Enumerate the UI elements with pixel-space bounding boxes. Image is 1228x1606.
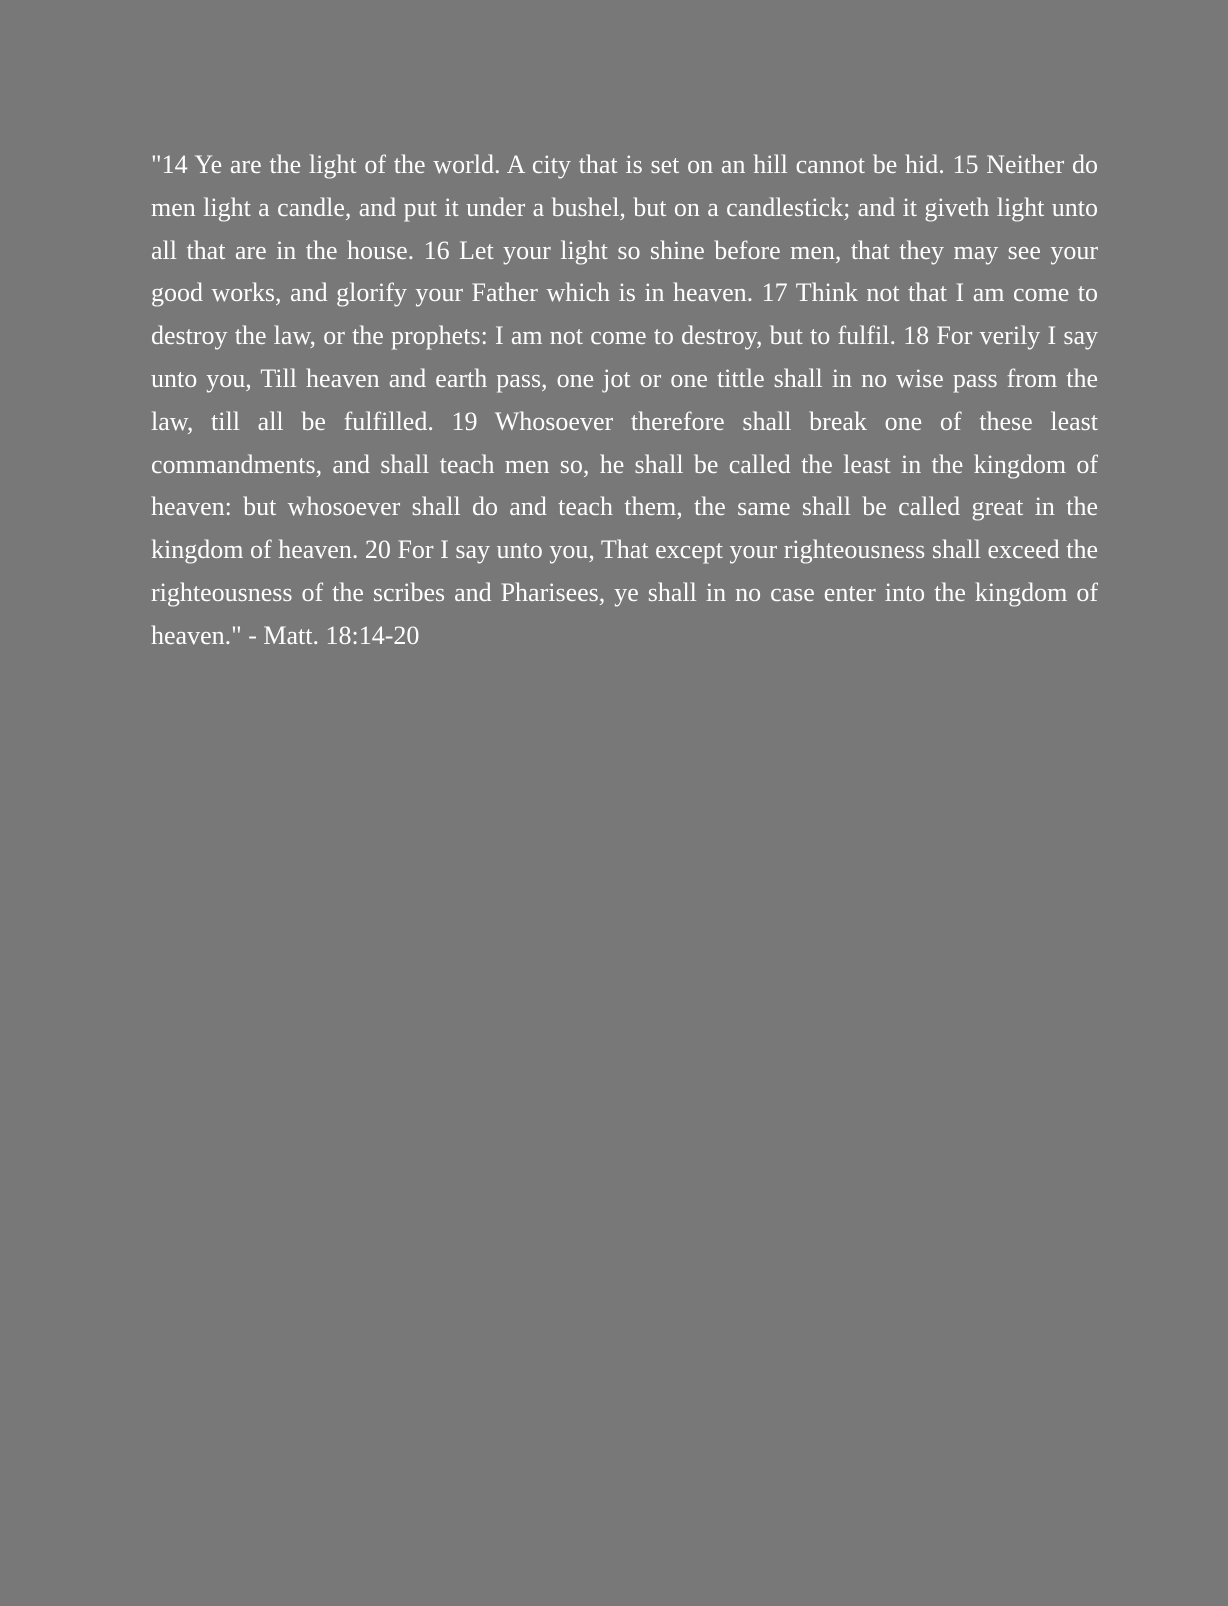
scripture-passage: "14 Ye are the light of the world. A city that is set on an hill cannot be hid. 15 Neither do men light a candle, and put it under a bushel, but on a candlestick; and it giveth light unto all that are in the house. 16 Let your light so shine before men, that they may see your good works, and glorify your Father which is in heaven. 17 Think not that I am come to destroy the law, or the prophets: I am not come to destroy, but to fulfil. 18 For verily I say unto you, Till heaven and earth pass, one jot or one tittle shall in no wise pass from the law, till all be fulfilled. 19 Whosoever therefore shall break one of these least commandments, and shall teach men so, he shall be called the least in the kingdom of heaven: but whosoever shall do and teach them, the same shall be called great in the kingdom of heaven. 20 For I say unto you, That except your righteousness shall exceed the righteousness of the scribes and Pharisees, ye shall in no case enter into the kingdom of heaven." - Matt. 18:14-20 xyxy=(151,150,1098,650)
